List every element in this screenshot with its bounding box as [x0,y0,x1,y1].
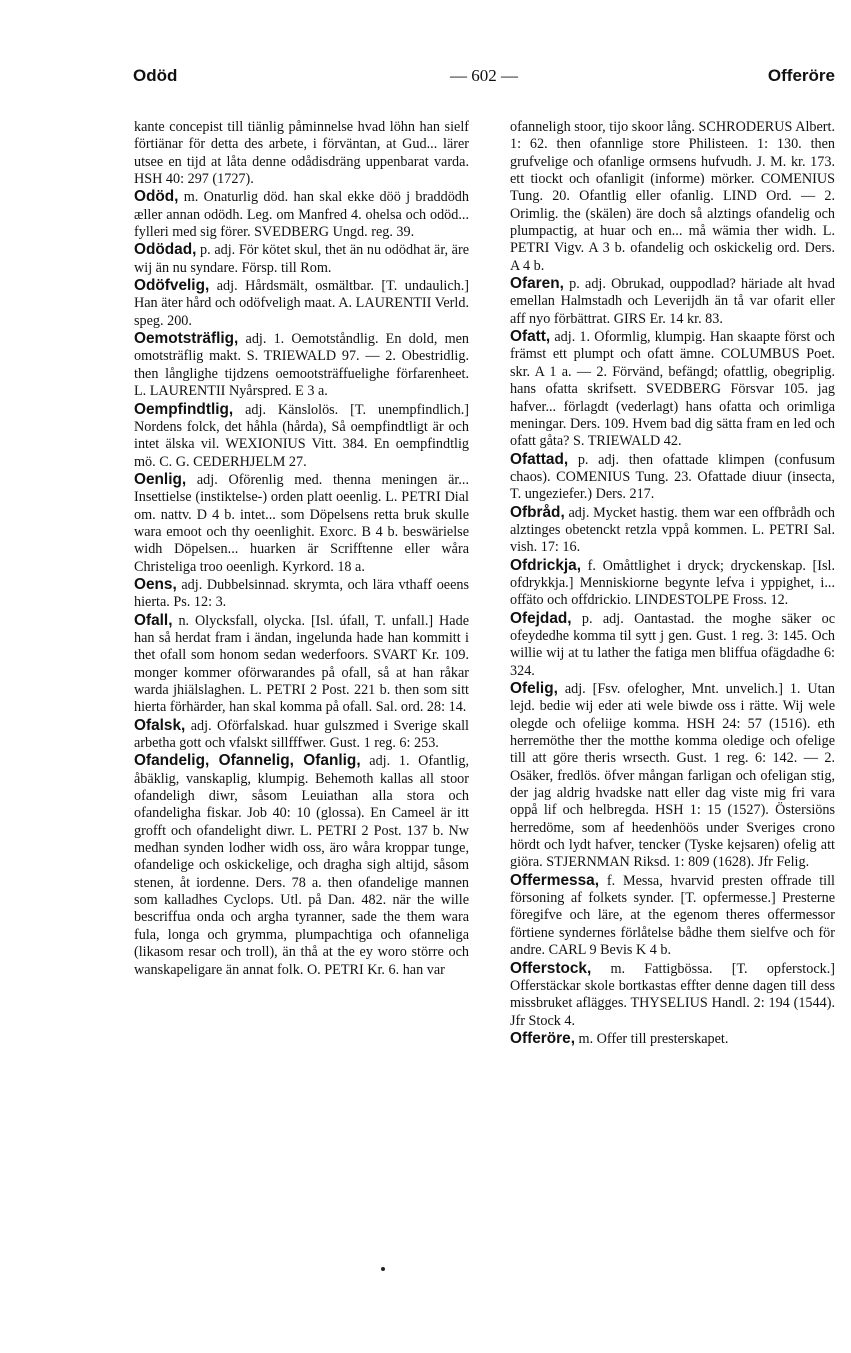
entry-headword: Ofejdad, [510,609,572,627]
dictionary-entry [510,118,835,275]
header-left-guide-word: Odöd [133,66,178,85]
entry-headword: Oempfindtlig, [134,400,234,418]
dictionary-entry [510,504,835,557]
entry-text: adj. [Fsv. ofelogher, Mnt. unvelich.] 1. Utan lejd. bedie wij eder ati wele biwde oss i rätte. Wij wele olegde och ofeliige komma. HSH 24: 57 (1516). eth herremöthe ther the motthe komma oledige och ofelige till att göre theris wrsecth. Gust. 1 reg. 6: 142. — 2. Osäker, fredlös. öfver mångan farligan och ofeligan stig, der jag aldrig hvadske natt eller dag viste mig fri vara oppå lif och helbregda. HSH 1: 15 (1527). Östersiöns herredöme, som af heedenhöös under Sveriges crono hördt och lydt hafver, tencker (Tyske kejsaren) ofelig att giöra. STJERNMAN Riksd. 1: 809 (1628). Jfr Felig. [510,681,835,871]
entry-text: adj. Oförfalskad. huar gulszmed i Sverige skall arbetha gott och vfalskt sillfffwer. Gust. 1 reg. 6: 253. [134,717,469,752]
dictionary-entry [134,277,469,330]
entry-text: adj. 1. Oemotståndlig. En dold, men omotsträflig makt. S. TRIEWALD 97. — 2. Obestridlig. then långlighe tijdzens oemootsträffuelighe förfarenheet. L. LAURENTII Nyårspred. E 3 a. [134,331,469,400]
entry-text: adj. Oförenlig med. thenna meningen är... Insettielse (instiktelse-) orden platt oeenlig. L. PETRI Dial om. nattv. D 4 b. intet... som Döpelsens retta bruk skulle wara emoot och thy oeenlighit. Exorc. B 4 b. beswärielse widh Döpelsen... huarken är Scrifftenne eller wåra Christeliga troo oeenligh. Kyrkord. 18 a. [134,471,469,575]
entry-text: f. Omåttlighet i dryck; dryckenskap. [Isl. ofdrykkja.] Menniskiorne begynte lefva i yppighet, i... offäto och offdrickio. LINDESTOLPE Fross. 12. [510,557,835,609]
entry-text: ofanneligh stoor, tijo skoor lång. SCHRODERUS Albert. 1: 62. then ofannlige store Philisteen. 1: 130. then grufvelige och ofanlige ormsens hufvudh. J. M. kr. 173. ett tiockt och ofanligit (informe) mörker. COMENIUS Tung. 20. Ofantlig eller ofanlig. LIND Ord. — 2. Orimlig. the (skälen) äre doch så alztings ofandelig och plumpactig, at huar och en... må wämia ther widh. L. PETRI Vigv. A 3 b. ofandelig och oskickelig ord. Ders. A 4 b. [510,119,835,274]
entry-headword: Odöfvelig, [134,277,210,295]
dictionary-entry [134,612,469,717]
entry-headword: Ofbråd, [510,503,565,521]
entry-text: adj. Dubbelsinnad. skrymta, och lära vthaff oeens hierta. Ps. 12: 3. [134,576,469,611]
dictionary-entry [510,1030,835,1048]
entry-headword: Oemotsträflig, [134,330,239,348]
dictionary-entry [134,118,469,188]
dictionary-entry [134,188,469,241]
entry-text: adj. Hårdsmält, osmältbar. [T. undaulich.] Han äter hård och odöfveligh maat. A. LAURENTII Verld. speg. 200. [134,278,469,329]
entry-headword: Ofalsk, [134,716,186,734]
entry-text: adj. 1. Oformlig, klumpig. Han skaapte först och främst ett plumpt och ofatt ämne. COLUMBUS Poet. skr. A 1 a. — 2. Förvänd, befängd; ofattlig, obegriplig. hans ofatta skrifsett. SVEDBERG Försvar 105. jag hafver... förlagdt (vederlagt) hans ofatta och orimliga meningar. Ders. 109. Hvem bad dig sätta fram en led och ofatt gåta? S. TRIEWALD 42. [510,329,835,450]
dictionary-entry [134,471,469,576]
page-header [133,66,835,90]
entry-headword: Odödad, [134,241,197,259]
dictionary-entry [510,680,835,872]
entry-headword: Offeröre, [510,1029,575,1047]
entry-headword: Offerstock, [510,959,592,977]
entry-text: p. adj. Oantastad. the moghe säker oc ofeydedhe komma til sytt j gen. Gust. 1 reg. 3: 145. Och willie wij at tu lather the fatiga men bliffua ofägdadhe 6: 324. [510,610,835,679]
entry-headword: Ofelig, [510,680,558,697]
entry-headword: Offermessa, [510,871,599,889]
dictionary-entry [134,717,469,753]
entry-text: p. adj. För kötet skul, thet än nu odödhat är, äre wij än nu syndare. Försp. till Rom. [134,242,469,276]
dictionary-entry [134,241,469,277]
header-right-guide-word: Offeröre [767,66,835,85]
entry-text: adj. Känslolös. [T. unempfindlich.] Nordens folck, det håhla (hårda), Så oempfindtligt är och intet älska vil. WEXIONIUS Vitt. 384. En oempfindtlig mö. C. G. CEDERHJELM 27. [134,401,469,470]
entry-headword: Ofall, [134,611,173,629]
right-column [510,118,835,1048]
entry-headword: Ofaren, [510,275,564,293]
entry-headword: Oenlig, [134,470,187,488]
dictionary-entry [510,451,835,504]
entry-text: adj. 1. Ofantlig, åbäklig, vanskaplig, klumpig. Behemoth kallas all stoor ofandeligh diwr, såsom Leuiathan alla stora och ofandeligha fiskar. Job 40: 10 (glossa). En Cameel är itt grofft och ofandelight diwr. L. PETRI 2 Post. 137 b. Nw medhan synden lodher widh oss, äro wåra kroppar tunge, ofandelige och oskickelige, och dragha sigh altijd, såsom stenen, åt iordenne. Ders. 78 a. then ofandelige mannen som kalladhes Cyclops. Utl. på Dan. 482. när the wille bescriffua onda och argha tyranner, sade the them wara fula, longa och grymma, plumpachtiga och ofanneliga (likasom resar och troll), än thå at the ey woro större och wanskapeligare än annat folk. O. PETRI Kr. 6. han var [134,753,469,978]
entry-text: m. Onaturlig död. han skal ekke döö j braddödh æller annan odödh. Leg. om Manfred 4. ohelsa och odöd... fylleri med sig förer. SVEDBERG Ungd. reg. 39. [134,189,469,241]
dictionary-entry [510,328,835,450]
bullet-dot [381,1267,385,1271]
entry-headword: Odöd, [134,188,179,206]
entry-text: adj. Mycket hastig. them war een offbrådh och alztinges obetenckt retzla vppå kommen. L. PETRI Sal. vish. 17: 16. [510,504,835,556]
entry-text: m. Offer till presterskapet. [575,1030,729,1047]
entry-text: p. adj. then ofattade klimpen (confusum chaos). COMENIUS Tung. 23. Ofattade diuur (insecta, T. ungeziefer.) Ders. 217. [510,451,835,503]
entry-headword: Ofatt, [510,328,551,346]
dictionary-entry [134,576,469,612]
entry-text: m. Fattigbössa. [T. opferstock.] Offerstäckar skole bortkastas effter denne dagen till dess missbruket aflägges. THYSELIUS Handl. 2: 194 (1544). Jfr Stock 4. [510,960,835,1029]
dictionary-entry [134,330,469,400]
dictionary-entry [510,275,835,328]
dictionary-entry [510,872,835,960]
entry-text: f. Messa, hvarvid presten offrade till försoning af folkets synder. [T. opfermesse.] Presterne föregifve och läre, at the egenom theres offermessor förtiene syndernes förlåtelse bådhe them sielfve och för andre. CARL 9 Bevis K 4 b. [510,872,835,959]
entry-headword: Ofattad, [510,450,569,468]
dictionary-entry [510,557,835,610]
entry-text: p. adj. Obrukad, ouppodlad? häriade alt hvad emellan Halmstadh och Leverijdh än tå var ofarit eller aff nyo förbättrat. GIRS Er. 14 kr. 83. [510,276,835,327]
dictionary-entry [134,401,469,471]
dictionary-entry [134,752,469,978]
entry-text: n. Olycksfall, olycka. [Isl. úfall, T. unfall.] Hade han så herdat fram i ändan, ingelunda hade han kommitt i thet ofall som honom sedan wederfoors. SVART Kr. 109. monger kommer oförwarandes på ofall, så at han råkar warda jhiälslaghen. L. PETRI 2 Post. 221 b. then som sitt hierta förhärder, han skal komma på ofall. Sal. ord. 28: 14. [134,612,469,716]
entry-headword: Oens, [134,575,177,593]
page-number: — 602 — [450,66,518,85]
dictionary-entry [510,960,835,1030]
entry-text: kante concepist till tiänlig påminnelse hvad löhn han sielf förtiänar för detta des arbete, i förväntan, at Gud... lärer utsee en tijd at låta denne odådisdräng uppenbarat varda. HSH 40: 297 (1727). [134,119,469,188]
entry-headword: Ofdrickja, [510,556,581,574]
dictionary-entry [510,610,835,680]
entry-headword: Ofandelig, Ofannelig, Ofanlig, [134,752,361,770]
left-column [134,118,469,979]
